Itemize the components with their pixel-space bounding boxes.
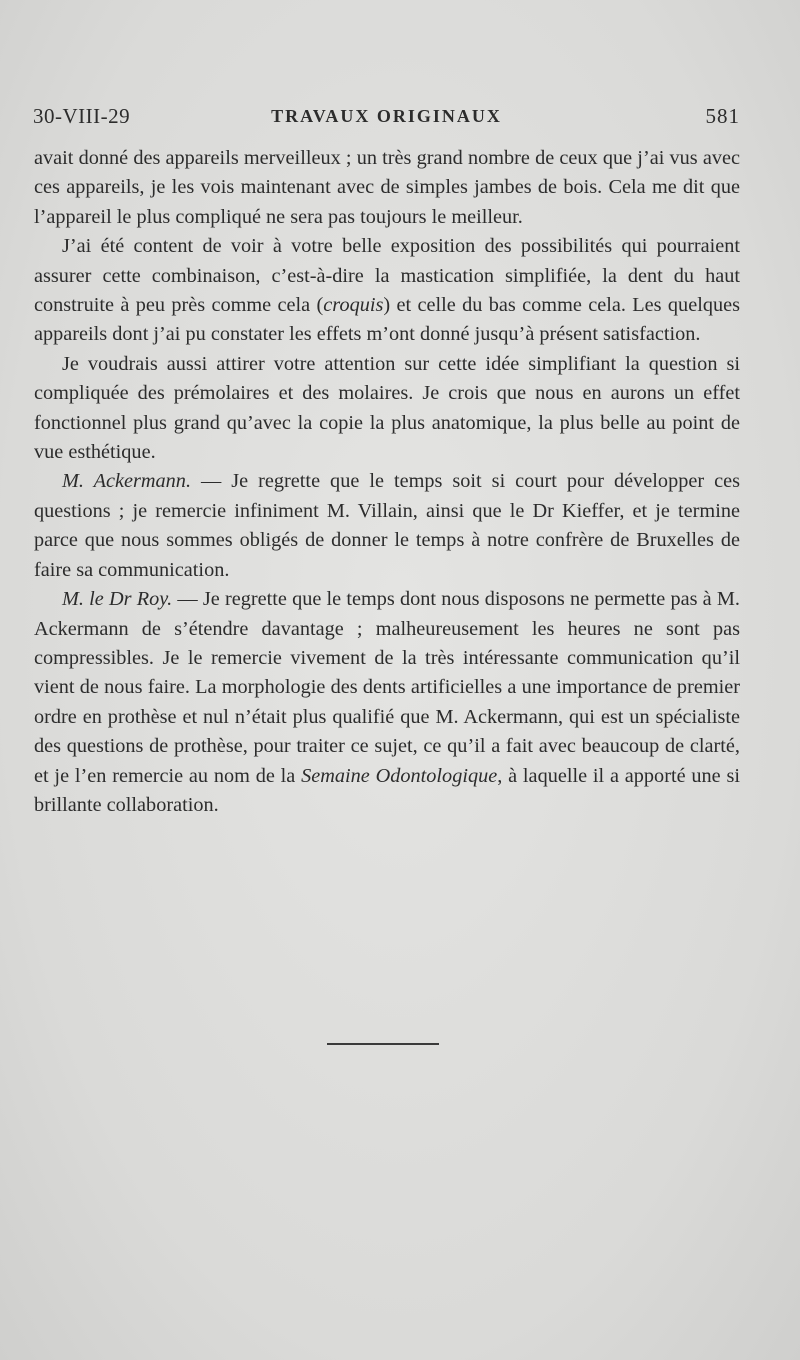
header-date: 30-VIII-29	[33, 104, 131, 128]
paragraph	[34, 467, 740, 585]
paragraph-text: , à laquelle il a apporté une si brillante collaboration.	[34, 764, 740, 816]
running-header	[33, 104, 740, 134]
speaker-name: M. le Dr Roy.	[62, 588, 173, 611]
body-text	[34, 144, 740, 820]
paragraph-text: ) et celle du bas comme cela. Les quelques appareils dont j’ai pu constater les effets m’ont donné jusqu’à présent satisfaction.	[34, 294, 741, 346]
journal-title: Semaine Odontologique	[301, 764, 498, 787]
page-number: 581	[705, 104, 740, 128]
header-section-title: TRAVAUX ORIGINAUX	[271, 106, 502, 126]
paragraph	[34, 144, 740, 232]
paragraph-text: J’ai été content de voir à votre belle exposition des possibilités qui pourraient assurer cette combinaison, c’est-à-dire la mastication simplifiée, la dent du haut construite à peu près comme cela (	[34, 235, 740, 317]
paragraph-text: — Je regrette que le temps soit si court pour développer ces questions ; je remercie infiniment M. Villain, ainsi que le Dr Kieffer, et je termine parce que nous sommes obligés de donner le temps à notre confrère de Bruxelles de faire sa communication.	[34, 470, 740, 581]
paragraph-text: Je voudrais aussi attirer votre attention sur cette idée simplifiant la question si compliquée des prémolaires et des molaires. Je crois que nous en aurons un effet fonctionnel plus grand qu’avec la copie la plus anatomique, la plus belle au point de vue esthétique.	[34, 352, 740, 464]
paragraph	[34, 232, 740, 350]
paragraph	[34, 585, 740, 820]
speaker-name: M. Ackermann.	[62, 470, 192, 493]
paragraph	[34, 350, 740, 468]
paragraph-text: avait donné des appareils merveilleux ; un très grand nombre de ceux que j’ai vus avec ces appareils, je les vois maintenant avec de simples jambes de bois. Cela me dit que l’appareil le plus compliqué ne sera pas toujours le meilleur.	[34, 147, 740, 228]
italic-term: croquis	[323, 294, 384, 317]
paragraph-text: — Je regrette que le temps dont nous disposons ne permette pas à M. Ackermann de s’étendre davantage ; malheureusement les heures ne sont pas compressibles. Je le remercie vivement de la très intéressante communication qu’il vient de nous faire. La morphologie des dents artificielles a une importance de premier ordre en prothèse et nul n’était plus qualifié que M. Ackermann, qui est un spécialiste des questions de prothèse, pour traiter ce sujet, ce qu’il a fait avec beaucoup de clarté, et je l’en remercie au nom de la	[34, 588, 740, 787]
section-separator-rule	[327, 1043, 439, 1045]
